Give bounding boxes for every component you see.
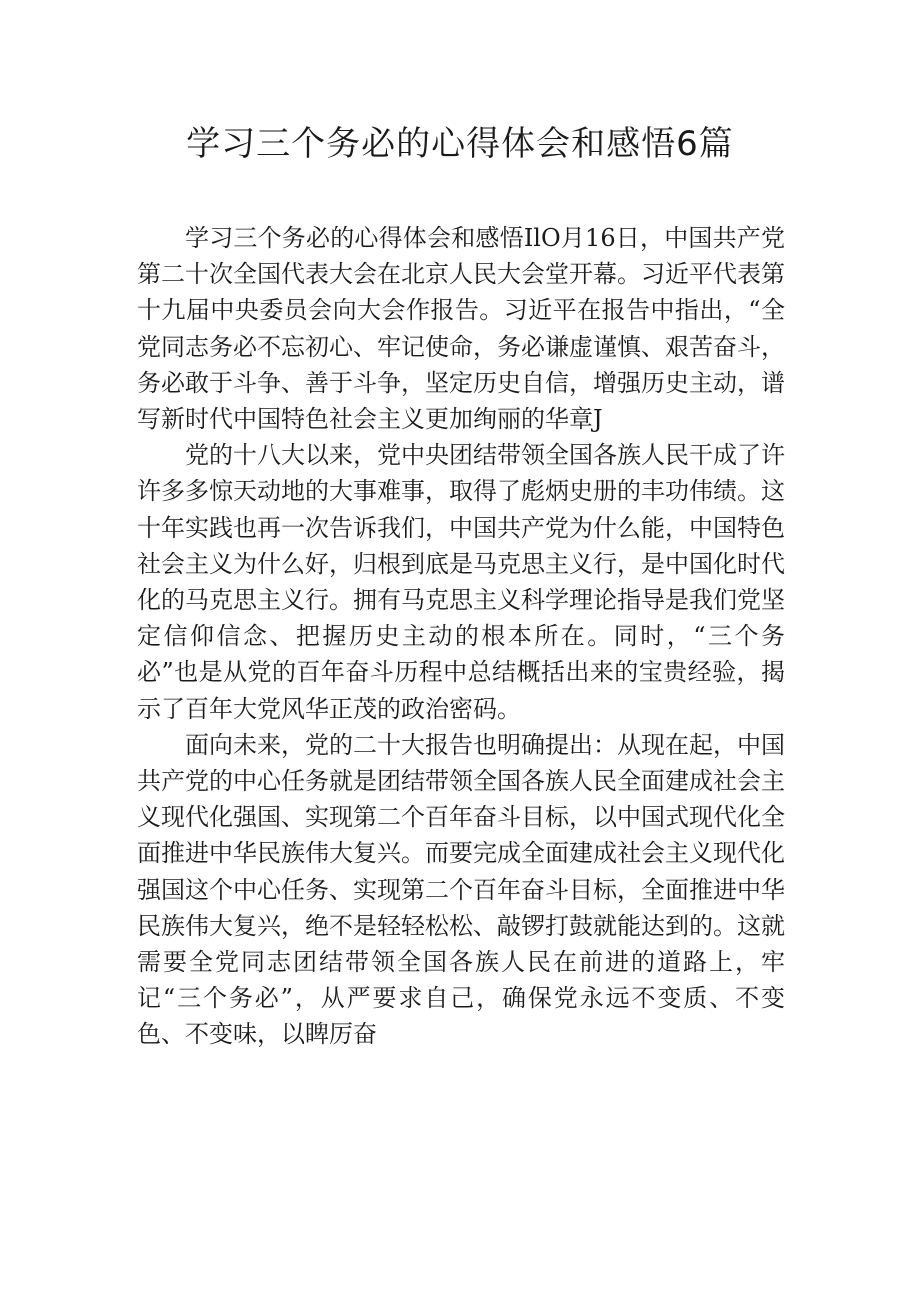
paragraph-1: 学习三个务必的心得体会和感悟IlO月16日，中国共产党第二十次全国代表大会在北京人民大会堂开幕。习近平代表第十九届中央委员会向大会作报告。习近平在报告中指出，“全党同志务必不忘初心、牢记使命，务必谦虚谨慎、艰苦奋斗，务必敢于斗争、善于斗争，坚定历史自信，增强历史主动，谱写新时代中国特色社会主义更加绚丽的华章J bbox=[137, 224, 785, 434]
paragraph-2: 党的十八大以来，党中央团结带领全国各族人民干成了许许多多惊天动地的大事难事，取得了彪炳史册的丰功伟绩。这十年实践也再一次告诉我们，中国共产党为什么能，中国特色社会主义为什么好，归根到底是马克思主义行，是中国化时代化的马克思主义行。拥有马克思主义科学理论指导是我们党坚定信仰信念、把握历史主动的根本所在。同时，“三个务必”也是从党的百年奋斗历程中总结概括出来的宝贵经验，揭示了百年大党风华正茂的政治密码。 bbox=[137, 441, 785, 723]
document-body bbox=[137, 220, 785, 1053]
document-title: 学习三个务必的心得体会和感悟6篇 bbox=[186, 124, 734, 164]
paragraph-3: 面向未来，党的二十大报告也明确提出：从现在起，中国共产党的中心任务就是团结带领全国各族人民全面建成社会主义现代化强国、实现第二个百年奋斗目标，以中国式现代化全面推进中华民族伟大复兴。而要完成全面建成社会主义现代化强国这个中心任务、实现第二个百年奋斗目标，全面推进中华民族伟大复兴，绝不是轻轻松松、敲锣打鼓就能达到的。这就需要全党同志团结带领全国各族人民在前进的道路上，牢记“三个务必”，从严要求自己，确保党永远不变质、不变色、不变味，以睥厉奋 bbox=[137, 730, 785, 1049]
